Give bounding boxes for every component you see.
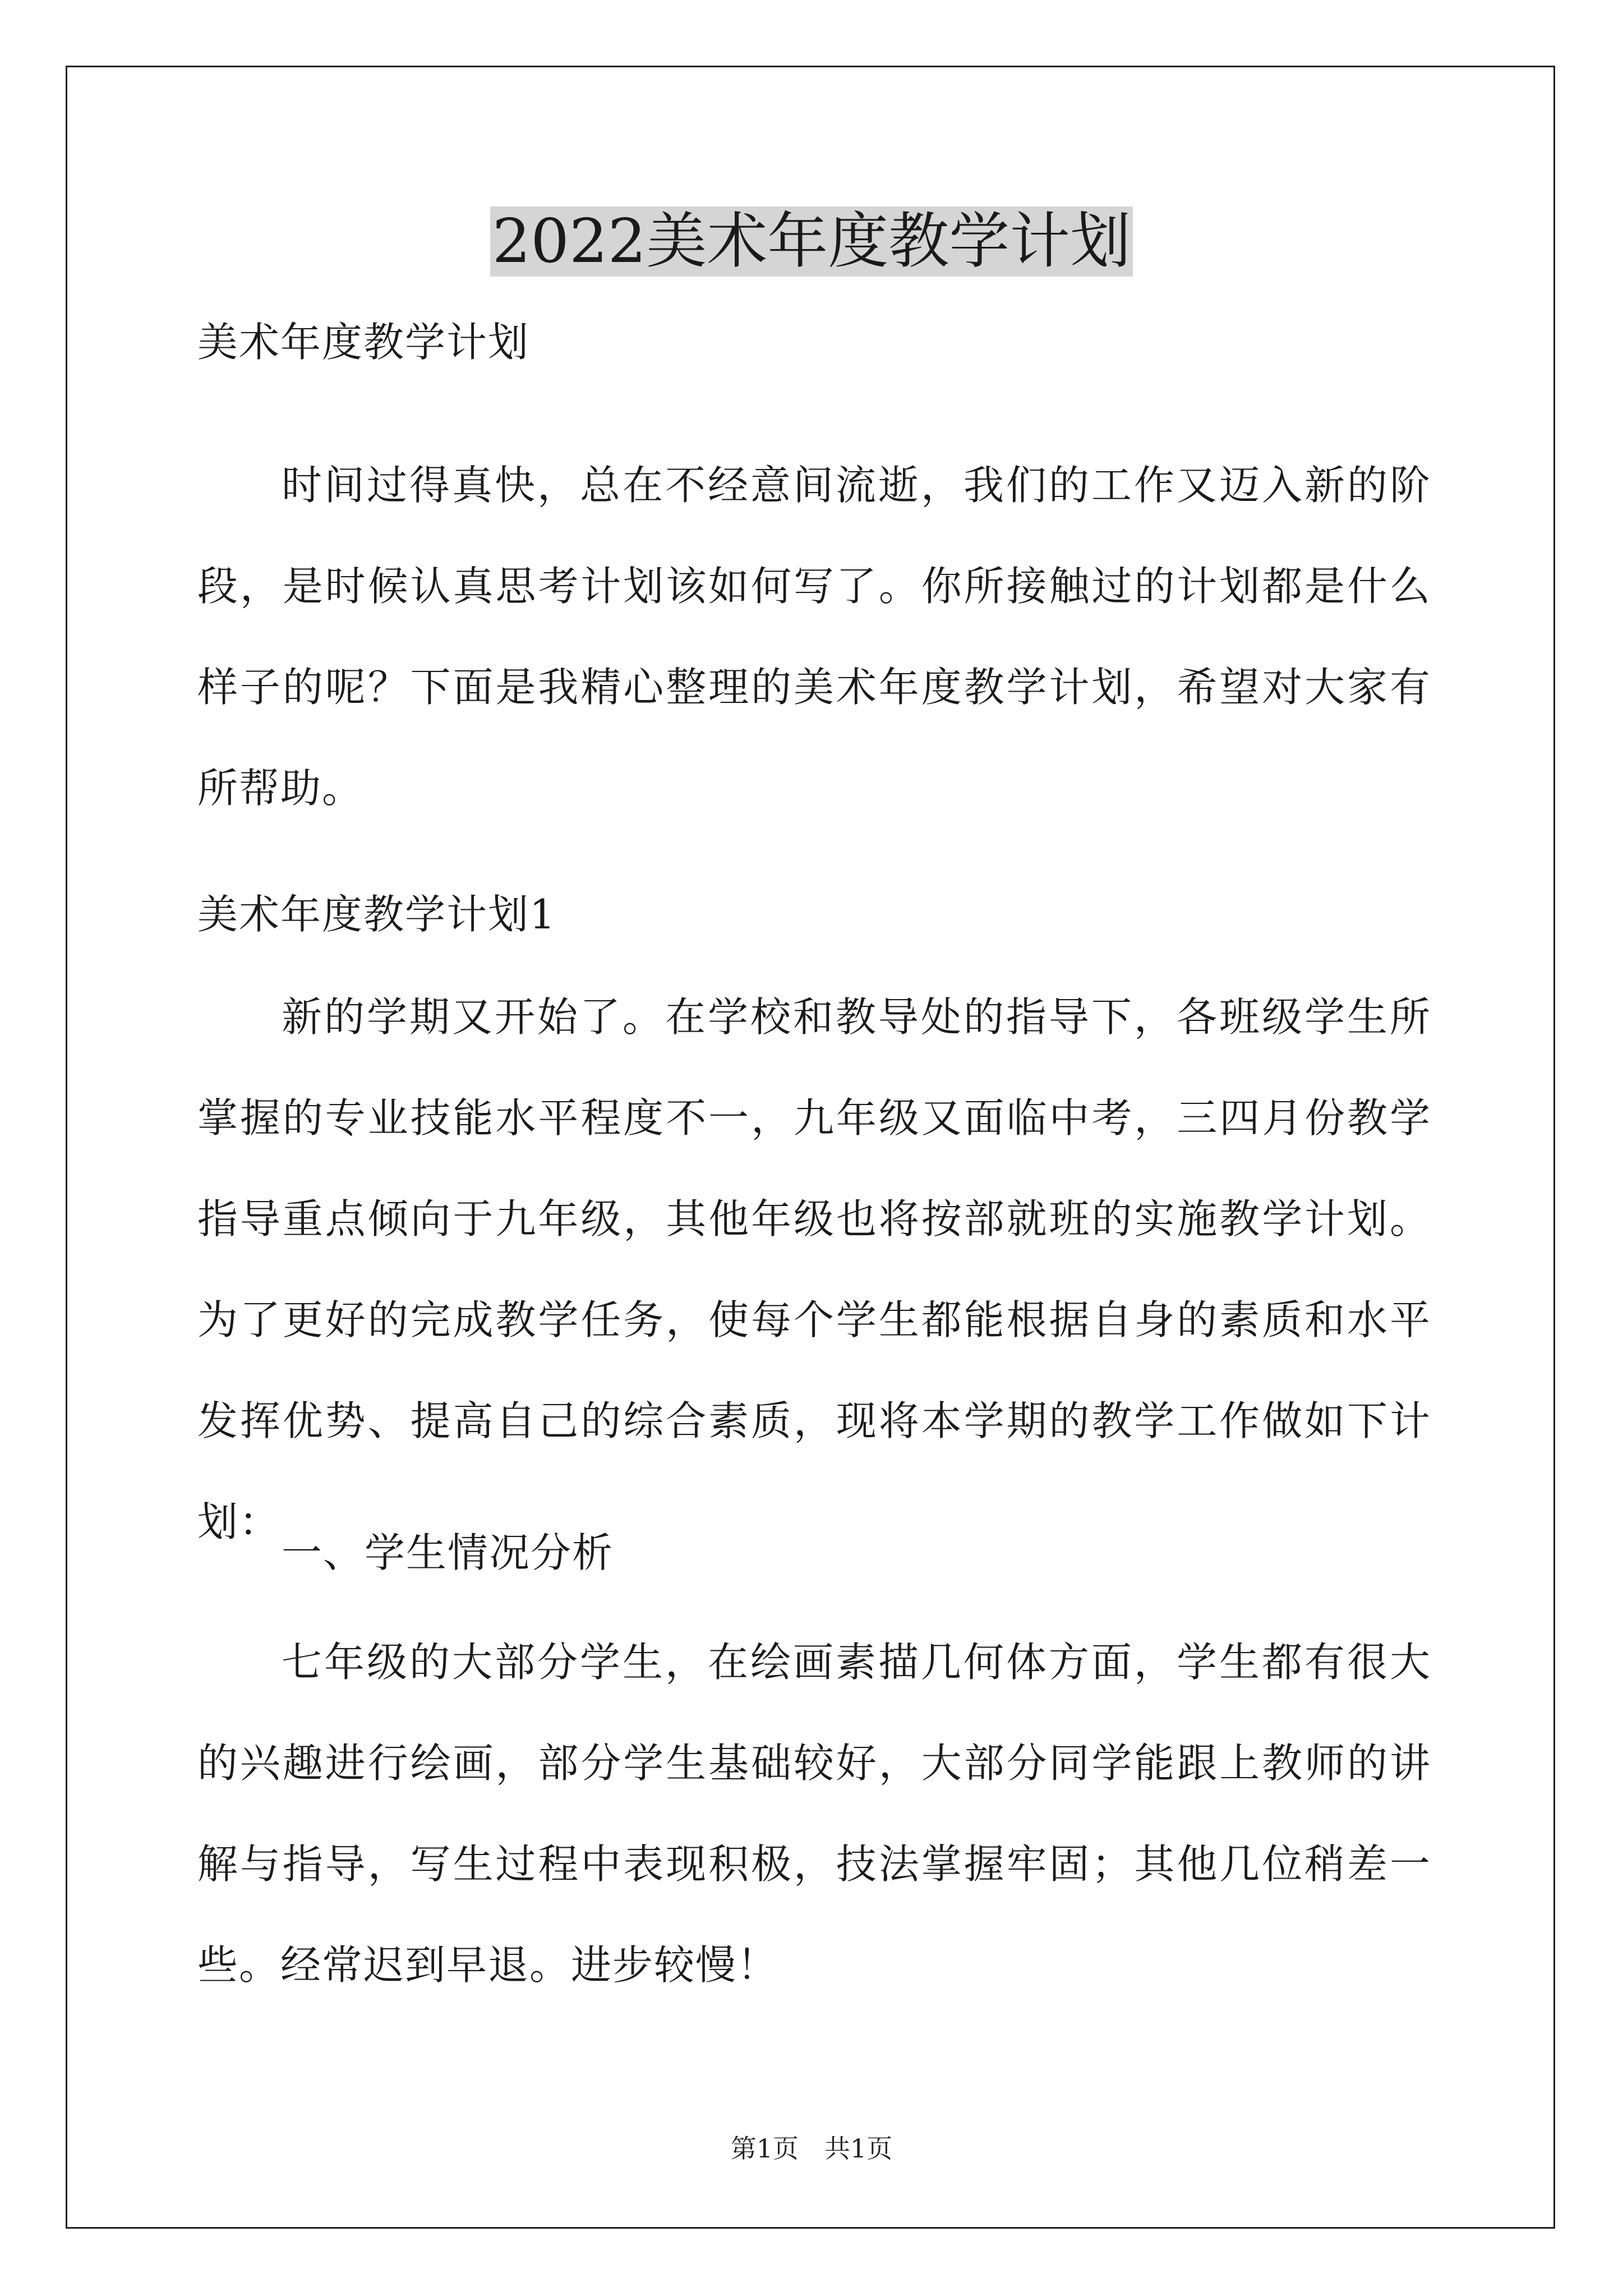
section-paragraph: 新的学期又开始了。在学校和教导处的指导下，各班级学生所掌握的专业技能水平程度不一，九年级又面临中考，三四月份教学指导重点倾向于九年级，其他年级也将按部就班的实施教学计划。为了更好的完成教学任务，使每个学生都能根据自身的素质和水平发挥优势、提高自己的综合素质，现将本学期的教学工作做如下计划： <box>197 993 1431 1545</box>
page-footer: 第1页 共1页 <box>730 2133 893 2164</box>
heading-student-analysis: 一、学生情况分析 <box>282 1529 614 1576</box>
document-title <box>0 200 1623 284</box>
document-title-text: 2022美术年度教学计划 <box>490 206 1133 277</box>
document-subtitle: 美术年度教学计划 <box>197 319 530 366</box>
intro-paragraph: 时间过得真快，总在不经意间流逝，我们的工作又迈入新的阶段，是时候认真思考计划该如何写了。你所接触过的计划都是什么样子的呢？下面是我精心整理的美术年度教学计划，希望对大家有所帮助。 <box>197 462 1431 812</box>
analysis-paragraph: 七年级的大部分学生，在绘画素描几何体方面，学生都有很大的兴趣进行绘画，部分学生基础较好，大部分同学能跟上教师的讲解与指导，写生过程中表现积极，技法掌握牢固；其他几位稍差一些。经常迟到早退。进步较慢！ <box>197 1639 1431 1989</box>
section-title: 美术年度教学计划1 <box>197 891 556 938</box>
